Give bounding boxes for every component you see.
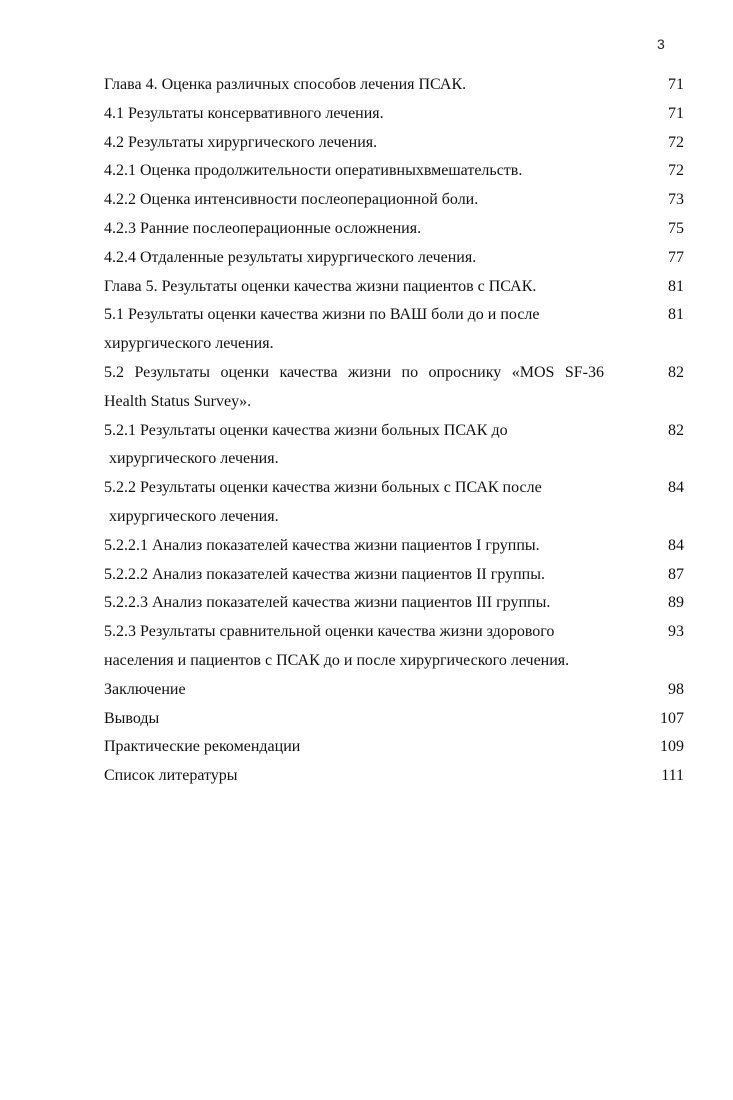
toc-entry-title: 5.2.2.3 Анализ показателей качества жизни пациентов III группы. <box>104 594 551 612</box>
toc-entry-title-line-1: 5.1 Результаты оценки качества жизни по ВАШ боли до и после <box>104 306 540 324</box>
toc-entry-title: 4.2 Результаты хирургического лечения. <box>104 133 378 151</box>
toc-entry-title: 4.1 Результаты консервативного лечения. <box>104 104 384 122</box>
toc-entry-page: 71 <box>668 104 684 122</box>
toc-entry-title-line-1: 5.2.2 Результаты оценки качества жизни больных с ПСАК после <box>104 479 542 497</box>
toc-entry-page: 81 <box>668 277 684 295</box>
toc-entry-page: 75 <box>668 219 684 237</box>
toc-entry-5-2-2-2[interactable] <box>104 561 684 590</box>
toc-entry-page: 98 <box>668 680 684 698</box>
page-number: 3 <box>657 36 665 52</box>
toc-entry-title: Практические рекомендации <box>104 738 301 756</box>
toc-entry-page: 93 <box>668 623 684 641</box>
toc-entry-title: 4.2.4 Отдаленные результаты хирургического лечения. <box>104 248 477 266</box>
toc-entry-page: 72 <box>668 162 684 180</box>
toc-entry-title-line-2: хирургического лечения. <box>109 507 279 525</box>
toc-entry-title: Глава 5. Результаты оценки качества жизни пациентов с ПСАК. <box>104 277 537 295</box>
toc-entry-4-2-3[interactable] <box>104 215 684 244</box>
toc-entry-page: 73 <box>668 191 684 209</box>
toc-entry-title: Заключение <box>104 680 186 698</box>
toc-entry-5-2-2-3[interactable] <box>104 589 684 618</box>
toc-entry-title: Список литературы <box>104 767 238 785</box>
toc-entry-page: 82 <box>668 421 684 439</box>
toc-entry-title <box>104 301 604 359</box>
toc-entry-title: 4.2.3 Ранние послеоперационные осложнения. <box>104 219 422 237</box>
toc-entry-4-1[interactable] <box>104 100 684 129</box>
toc-entry-title: 4.2.1 Оценка продолжительности оперативныхвмешательств. <box>104 162 523 180</box>
toc-entry-page: 84 <box>668 536 684 554</box>
table-of-contents <box>104 71 684 791</box>
toc-entry-title-line-2: Health Status Survey». <box>104 392 252 410</box>
toc-entry-page: 107 <box>660 709 684 727</box>
toc-entry-4-2[interactable] <box>104 129 684 158</box>
toc-entry-5-2-1[interactable] <box>104 417 684 475</box>
toc-entry-5-1[interactable] <box>104 301 684 359</box>
toc-entry-4-2-1[interactable] <box>104 157 684 186</box>
toc-entry-page: 84 <box>668 479 684 497</box>
toc-entry-4-2-4[interactable] <box>104 244 684 273</box>
toc-entry-page: 109 <box>660 738 684 756</box>
toc-entry-page: 77 <box>668 248 684 266</box>
toc-entry-page: 87 <box>668 565 684 583</box>
toc-entry-title: Выводы <box>104 709 160 727</box>
toc-entry-chapter-4[interactable] <box>104 71 684 100</box>
toc-entry-page: 89 <box>668 594 684 612</box>
toc-entry-title <box>104 417 604 475</box>
toc-entry-title: 4.2.2 Оценка интенсивности послеоперационной боли. <box>104 191 479 209</box>
toc-entry-page: 82 <box>668 363 684 381</box>
toc-entry-references[interactable] <box>104 762 684 791</box>
toc-entry-page: 81 <box>668 306 684 324</box>
toc-entry-title <box>104 618 604 676</box>
toc-entry-title-line-1: 5.2 Результаты оценки качества жизни по опроснику «MOS SF-36 <box>104 363 604 381</box>
toc-entry-page: 72 <box>668 133 684 151</box>
toc-entry-page: 111 <box>661 767 684 785</box>
toc-entry-title-line-2: хирургического лечения. <box>109 450 279 468</box>
toc-entry-title <box>104 474 604 532</box>
toc-entry-recommendations[interactable] <box>104 733 684 762</box>
toc-entry-title: 5.2.2.2 Анализ показателей качества жизни пациентов II группы. <box>104 565 545 583</box>
toc-entry-chapter-5[interactable] <box>104 273 684 302</box>
toc-entry-title-line-1: 5.2.1 Результаты оценки качества жизни больных ПСАК до <box>104 421 508 439</box>
toc-entry-title: Глава 4. Оценка различных способов лечения ПСАК. <box>104 76 467 93</box>
toc-entry-title-line-2: хирургического лечения. <box>104 335 274 353</box>
toc-entry-5-2[interactable] <box>104 359 684 417</box>
toc-entry-5-2-2-1[interactable] <box>104 532 684 561</box>
toc-entry-findings[interactable] <box>104 705 684 734</box>
toc-entry-conclusion[interactable] <box>104 676 684 705</box>
toc-entry-5-2-3[interactable] <box>104 618 684 676</box>
toc-entry-title-line-2: населения и пациентов с ПСАК до и после хирургического лечения. <box>104 651 570 669</box>
toc-entry-title <box>104 359 604 417</box>
toc-entry-5-2-2[interactable] <box>104 474 684 532</box>
toc-entry-page: 71 <box>668 76 684 93</box>
toc-entry-title-line-1: 5.2.3 Результаты сравнительной оценки качества жизни здорового <box>104 623 555 641</box>
toc-entry-4-2-2[interactable] <box>104 186 684 215</box>
toc-entry-title: 5.2.2.1 Анализ показателей качества жизни пациентов I группы. <box>104 536 540 554</box>
